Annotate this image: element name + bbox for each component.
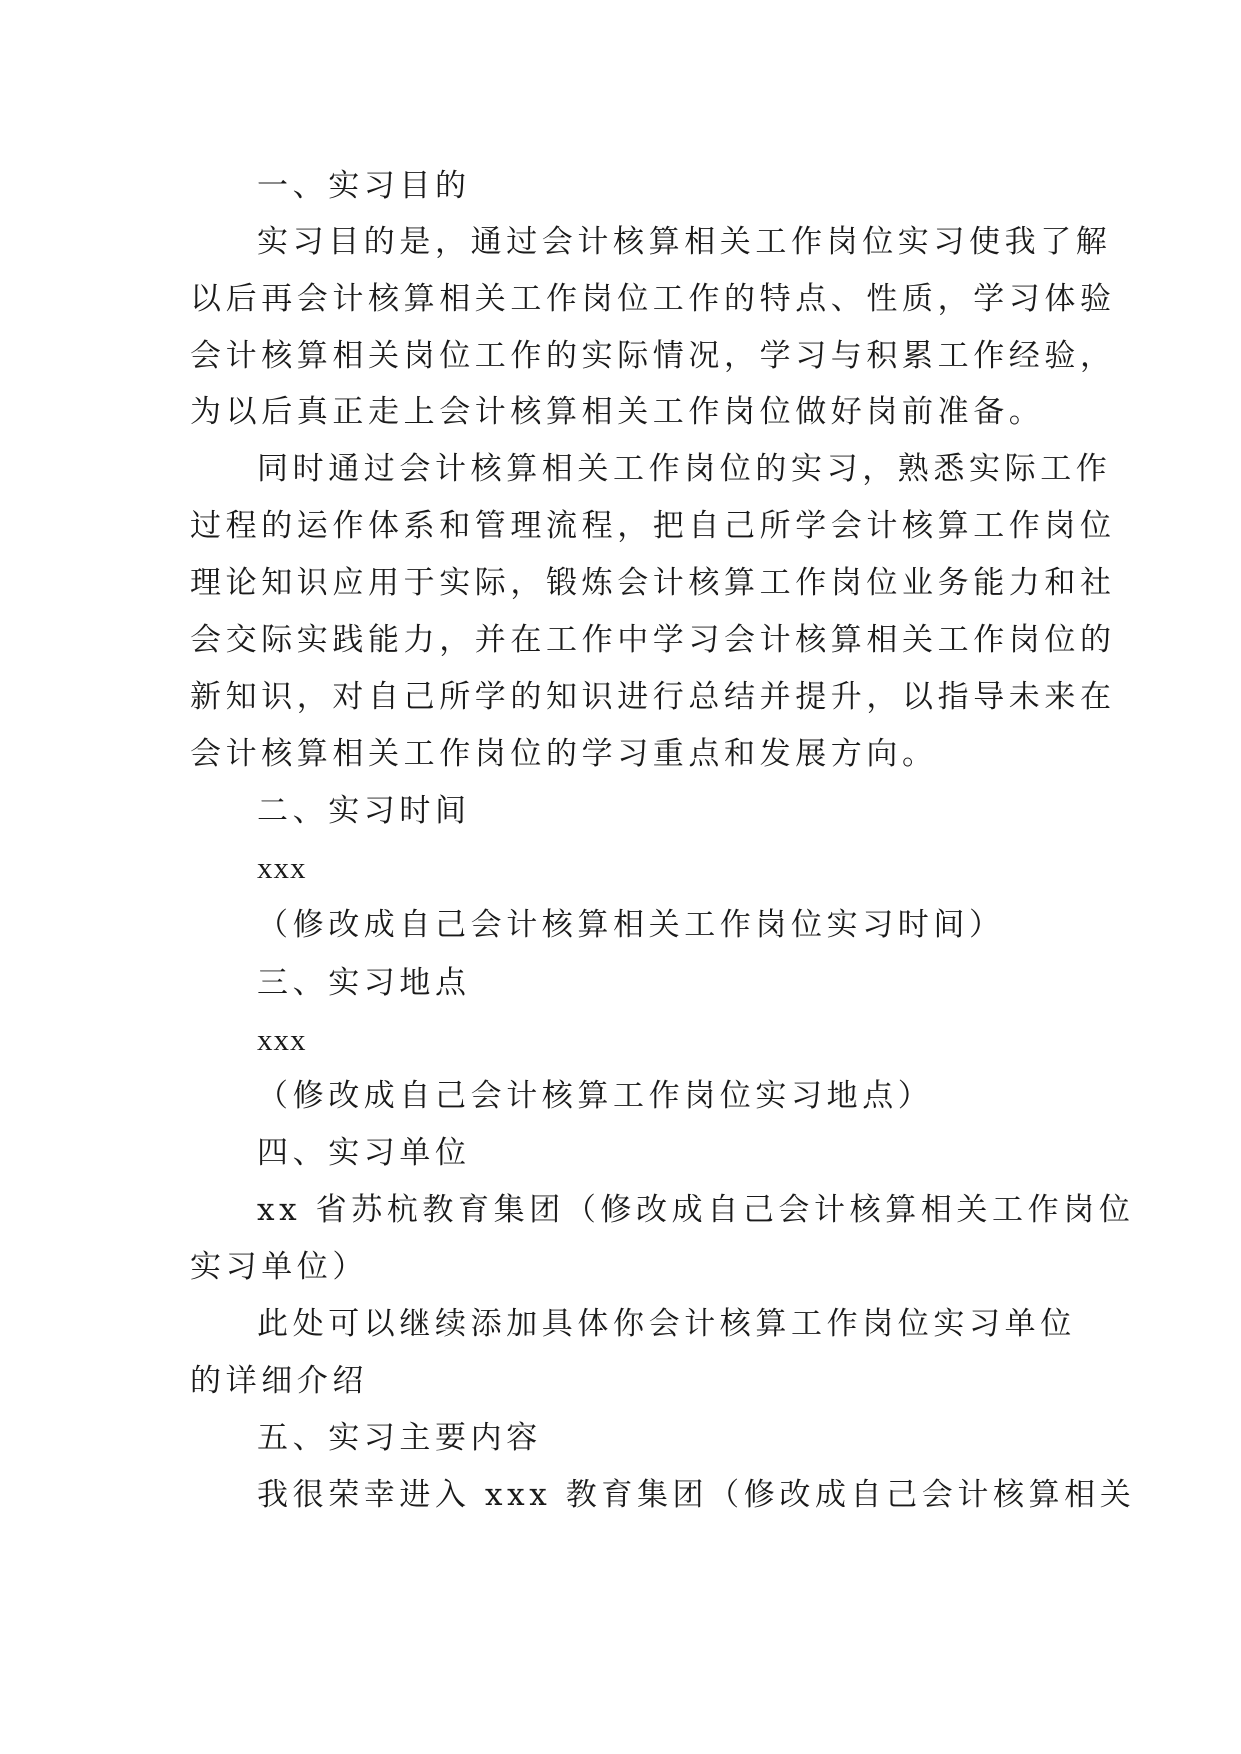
placeholder-note: （修改成自己会计核算相关工作岗位实习时间）: [257, 907, 1005, 943]
placeholder-value: xxx: [257, 1022, 307, 1057]
section-heading-unit: 四、实习单位: [257, 1135, 471, 1171]
paragraph-line: 实习目的是，通过会计核算相关工作岗位实习使我了解: [257, 224, 1112, 260]
paragraph-line: xx 省苏杭教育集团（修改成自己会计核算相关工作岗位: [257, 1192, 1135, 1228]
section-heading-location: 三、实习地点: [257, 965, 471, 1001]
paragraph-line: 的详细介绍: [190, 1363, 368, 1399]
paragraph-line: 同时通过会计核算相关工作岗位的实习，熟悉实际工作: [257, 451, 1112, 487]
paragraph-line: 此处可以继续添加具体你会计核算工作岗位实习单位: [257, 1306, 1076, 1342]
paragraph-line: 为以后真正走上会计核算相关工作岗位做好岗前准备。: [190, 394, 1045, 430]
section-heading-purpose: 一、实习目的: [257, 168, 471, 204]
section-heading-time: 二、实习时间: [257, 793, 471, 829]
placeholder-value: xxx: [257, 850, 307, 885]
paragraph-line: 理论知识应用于实际，锻炼会计核算工作岗位业务能力和社: [190, 565, 1116, 601]
placeholder-note: （修改成自己会计核算工作岗位实习地点）: [257, 1078, 934, 1114]
paragraph-line: 会计核算相关岗位工作的实际情况，学习与积累工作经验，: [190, 338, 1116, 374]
paragraph-line: 实习单位）: [190, 1249, 368, 1285]
section-heading-content: 五、实习主要内容: [257, 1420, 542, 1456]
paragraph-line: 以后再会计核算相关工作岗位工作的特点、性质，学习体验: [190, 281, 1116, 317]
paragraph-line: 会计核算相关工作岗位的学习重点和发展方向。: [190, 736, 938, 772]
paragraph-line: 过程的运作体系和管理流程，把自己所学会计核算工作岗位: [190, 508, 1116, 544]
paragraph-line: 新知识，对自己所学的知识进行总结并提升，以指导未来在: [190, 679, 1116, 715]
paragraph-line: 我很荣幸进入 xxx 教育集团（修改成自己会计核算相关: [257, 1477, 1136, 1513]
paragraph-line: 会交际实践能力，并在工作中学习会计核算相关工作岗位的: [190, 622, 1116, 658]
